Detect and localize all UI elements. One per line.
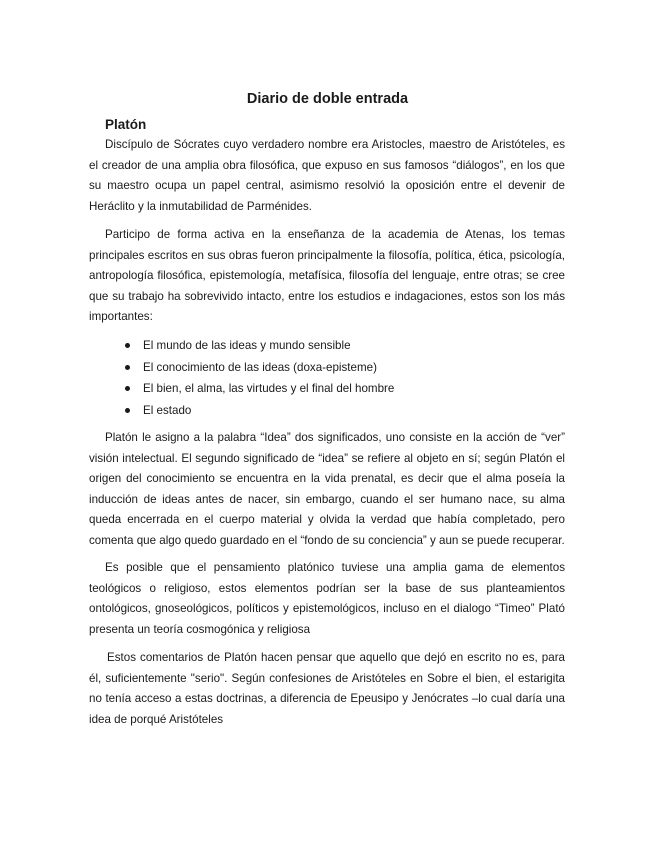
paragraph-1: Discípulo de Sócrates cuyo verdadero nombre era Aristocles, maestro de Aristóteles, es el creador de una amplia obra filosófica, que expuso en sus famosos “diálogos”, en los que su maestro ocupa un papel central, asimismo resolvió la oposición entre el devenir de Heráclito y la inmutabilidad de Parménides. xyxy=(89,138,565,213)
paragraph-2: Participo de forma activa en la enseñanza de la academia de Atenas, los temas principales escritos en sus obras fueron principalmente la filosofía, política, ética, psicología, antropología filosófica, epistemología, metafísica, filosofía del lenguaje, entre otras; se cree que su trabajo ha sobrevivido intacto, entre los estudios e indagaciones, estos son los más importantes: xyxy=(89,228,565,323)
bullet-item xyxy=(125,400,394,422)
bullet-icon xyxy=(125,408,130,413)
bullet-item-text: El estado xyxy=(143,403,192,417)
bullet-item xyxy=(125,357,394,379)
bullet-item-text: El mundo de las ideas y mundo sensible xyxy=(143,339,351,352)
bullet-icon xyxy=(125,386,130,391)
bullet-item xyxy=(125,378,394,400)
bullet-icon xyxy=(125,343,130,348)
bullet-icon xyxy=(125,365,130,370)
bullet-list xyxy=(125,335,394,421)
paragraph-5: Estos comentarios de Platón hacen pensar que aquello que dejó en escrito no es, para él, suficientemente "serio". Según confesiones de Aristóteles en Sobre el bien, el estarigita no tenía acceso a estas doctrinas, a diferencia de Epeusipo y Jenócrates –lo cual daría una idea de porqué Aristóteles xyxy=(89,651,565,726)
paragraph-3: Platón le asigno a la palabra “Idea” dos significados, uno consiste en la acción de “ver” visión intelectual. El segundo significado de “idea” se refiere al objeto en sí; según Platón el origen del conocimiento se encuentra en la vida prenatal, es decir que el alma poseía la inducción de ideas antes de nacer, sin embargo, cuando el ser humano nace, su alma queda encerrada en el cuerpo material y olvida la verdad que había completado, pero comenta que algo quedo guardado en el “fondo de su conciencia” y aun se puede recuperar. xyxy=(89,431,565,547)
bullet-item-text: El conocimiento de las ideas (doxa-episteme) xyxy=(143,360,377,374)
section-heading: Platón xyxy=(105,117,147,132)
document-title: Diario de doble entrada xyxy=(246,91,409,107)
bullet-item xyxy=(125,335,394,357)
bullet-item-text: El bien, el alma, las virtudes y el final del hombre xyxy=(143,382,395,395)
paragraph-4: Es posible que el pensamiento platónico tuviese una amplia gama de elementos teológicos o religioso, estos elementos podrían ser la base de sus planteamientos ontológicos, gnoseológicos, políticos y epistemológicos, incluso en el dialogo “Timeo” Plató presenta un teoría cosmogónica y religiosa xyxy=(89,561,565,636)
